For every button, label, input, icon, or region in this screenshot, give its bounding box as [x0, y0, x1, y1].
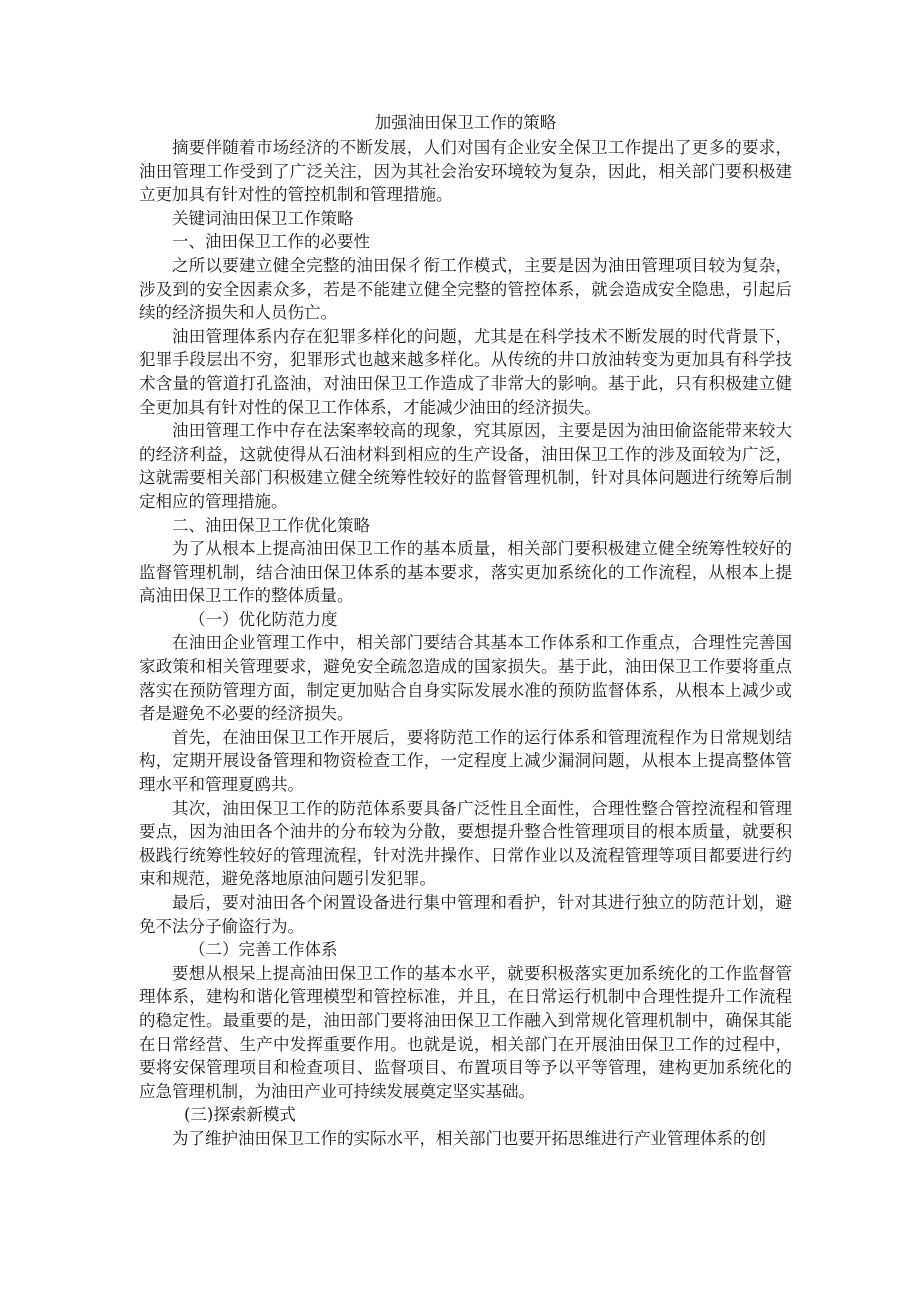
section-1-paragraph: 油田管理工作中存在法案率较高的现象，究其原因，主要是因为油田偷盗能带来较大的经济利益，这就使得从石油材料到相应的生产设备，油田保卫工作的涉及面较为广泛，这就需要相关部门积极建立健全统筹性较好的监督管理机制，针对具体问题进行统筹后制定相应的管理措施。 [139, 421, 792, 511]
keywords-line: 关键词油田保卫工作策略 [172, 208, 354, 228]
subsection-3-paragraph: 为了维护油田保卫工作的实际水平，相关部门也要开拓思维进行产业管理体系的创 [172, 1128, 766, 1148]
section-2-intro-paragraph: 为了从根本上提高油田保卫工作的基本质量，相关部门要积极建立健全统筹性较好的监督管理机制，结合油田保卫体系的基本要求，落实更加系统化的工作流程，从根本上提高油田保卫工作的整体质量。 [139, 539, 792, 606]
section-2-heading: 二、油田保卫工作优化策略 [172, 515, 370, 535]
subsection-3-heading: (三)探索新模式 [184, 1105, 296, 1125]
section-1-paragraph: 之所以要建立健全完整的油田保彳衔工作模式，主要是因为油田管理项目较为复杂，涉及到的安全因素众多，若是不能建立健全完整的管控体系，就会造成安全隐患，引起后续的经济损失和人员伤亡。 [139, 255, 792, 323]
subsection-1-paragraph: 在油田企业管理工作中，相关部门要结合其基本工作体系和工作重点，合理性完善国家政策和相关管理要求，避免安全疏忽造成的国家损失。基于此，油田保卫工作要将重点落实在预防管理方面，制定更加贴合自身实际发展水准的预防监督体系，从根本上减少或者是避免不必要的经济损失。 [139, 633, 792, 724]
subsection-1-paragraph: 最后，要对油田各个闲置设备进行集中管理和看护，针对其进行独立的防范计划，避免不法分子偷盗行为。 [139, 893, 792, 936]
subsection-1-heading: （一）优化防范力度 [189, 609, 338, 629]
subsection-2-heading: （二）完善工作体系 [189, 940, 338, 960]
document-page [139, 110, 792, 1151]
section-1-paragraph: 油田管理体系内存在犯罪多样化的问题，尤其是在科学技术不断发展的时代背景下，犯罪手段层出不穷，犯罪形式也越来越多样化。从传统的井口放油转变为更加具有科学技术含量的管道打孔盗油，对油田保卫工作造成了非常大的影响。基于此，只有积极建立健全更加具有针对性的保卫工作体系，才能减少油田的经济损失。 [139, 326, 792, 417]
document-title: 加强油田保卫工作的策略 [374, 113, 557, 132]
subsection-1-paragraph: 首先，在油田保卫工作开展后，要将防范工作的运行体系和管理流程作为日常规划结构，定期开展设备管理和物资检查工作，一定程度上减少漏洞问题，从根本上提高整体管理水平和管理夏鸥共。 [139, 727, 792, 795]
subsection-1-paragraph: 其次，油田保卫工作的防范体系要具备广泛性且全面性，合理性整合管控流程和管理要点，因为油田各个油井的分布较为分散，要想提升整合性管理项目的根本质量，就要积极践行统筹性较好的管理流程，针对洗井操作、日常作业以及流程管理等项目都要进行约束和规范，避免落地原油问题引发犯罪。 [139, 798, 792, 889]
subsection-2-paragraph: 要想从根呆上提高油田保卫工作的基本水平，就要积极落实更加系统化的工作监督管理体系，建构和谐化管理模型和管控标准，并且，在日常运行机制中合理性提升工作流程的稳定性。最重要的是，油田部门要将油田保卫工作融入到常规化管理机制中，确保其能在日常经营、生产中发挥重要作用。也就是说，相关部门在开展油田保卫工作的过程中，要将安保管理项目和检查项目、监督项目、布置项目等予以平等管理，建构更加系统化的应急管理机制，为油田产业可持续发展奠定坚实基础。 [139, 963, 792, 1101]
section-1-heading: 一、油田保卫工作的必要性 [172, 232, 370, 252]
abstract-paragraph: 摘要伴随着市场经济的不断发展，人们对国有企业安全保卫工作提出了更多的要求，油田管理工作受到了广泛关注，因为其社会治安环境较为复杂，因此，相关部门要积极建立更加具有针对性的管控机制和管理措施。 [139, 138, 792, 205]
